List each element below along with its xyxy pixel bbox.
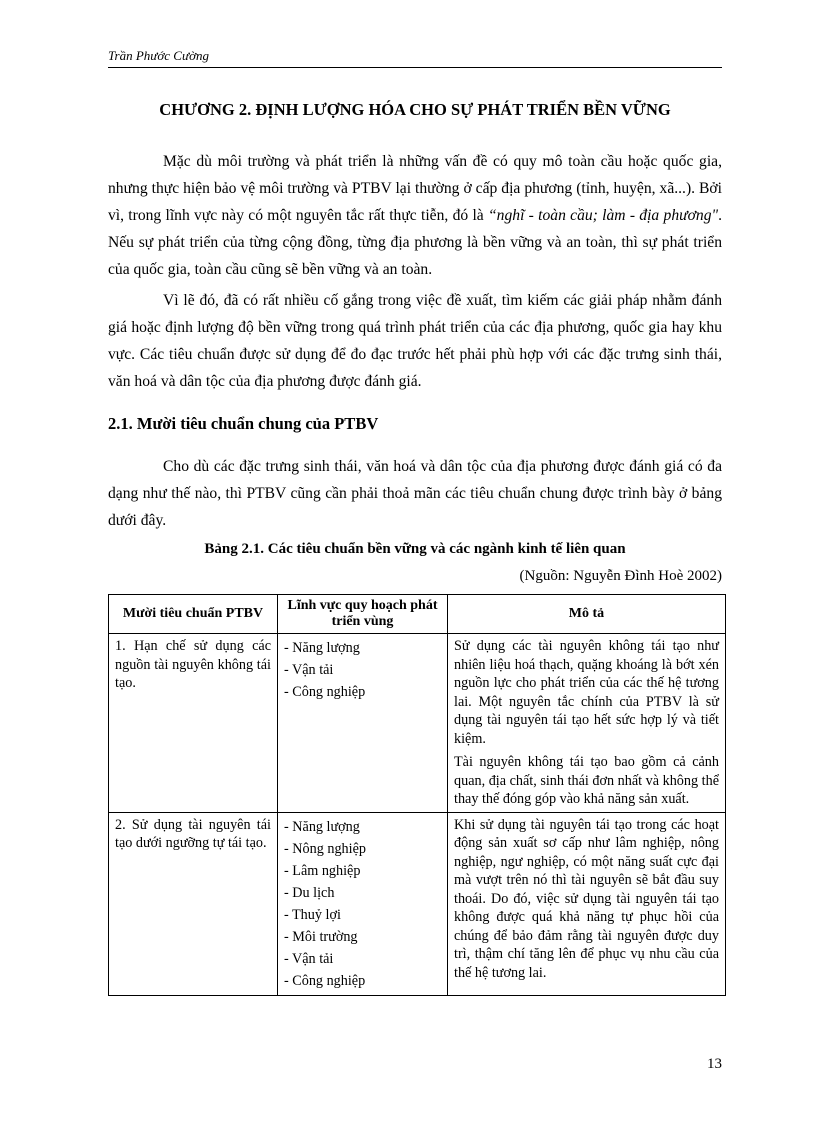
sector-item: - Nông nghiệp bbox=[284, 840, 366, 857]
description-cell bbox=[448, 812, 726, 995]
sector-item: - Vận tải bbox=[284, 950, 334, 967]
sector-item: - Vận tải bbox=[284, 662, 334, 678]
paragraph-criteria: Vì lẽ đó, đã có rất nhiều cố gắng trong việc đề xuất, tìm kiếm các giải pháp nhằm đánh giá hoặc định lượng độ bền vững trong quá trình phát triển của các địa phương, quốc gia hay khu vực. Các tiêu chuẩn được sử dụng để đo đạc trước hết phải phù hợp với các đặc trưng sinh thái, văn hoá và dân tộc của địa phương được đánh giá. bbox=[108, 292, 722, 390]
sector-item: - Lâm nghiệp bbox=[284, 862, 361, 879]
description-text: Sử dụng các tài nguyên không tái tạo như nhiên liệu hoá thạch, quặng khoáng là bớt xén nguồn lực cho phát triển của các thế hệ tương lai. Một nguyên tắc chính của PTBV là sử dụng tài nguyên tái tạo hết sức hợp lý và tiết kiệm. bbox=[454, 638, 719, 747]
sector-item: - Thuỷ lợi bbox=[284, 906, 341, 923]
page-number: 13 bbox=[707, 1056, 722, 1072]
section-heading: 2.1. Mười tiêu chuẩn chung của PTBV bbox=[108, 414, 379, 433]
sector-cell bbox=[278, 634, 448, 813]
criterion-cell bbox=[109, 812, 278, 995]
sector-item: - Du lịch bbox=[284, 884, 335, 901]
sector-item: - Công nghiệp bbox=[284, 972, 366, 989]
description-text: Tài nguyên không tái tạo bao gồm cả cảnh quan, địa chất, sinh thái đơn nhất và không thể thay thế đóng góp vào khả năng sản xuất. bbox=[454, 754, 719, 807]
criterion-text: 1. Hạn chế sử dụng các nguồn tài nguyên không tái tạo. bbox=[115, 638, 271, 691]
sector-item: - Năng lượng bbox=[284, 818, 360, 835]
description-cell bbox=[448, 634, 726, 813]
table-caption: Bảng 2.1. Các tiêu chuẩn bền vững và các ngành kinh tế liên quan bbox=[204, 541, 626, 557]
header-criterion: Mười tiêu chuẩn PTBV bbox=[109, 595, 278, 634]
criteria-table bbox=[108, 594, 726, 996]
header-description: Mô tả bbox=[448, 595, 726, 634]
table-row bbox=[109, 812, 726, 995]
running-header: Trần Phước Cường bbox=[108, 48, 722, 68]
paragraph-table-intro: Cho dù các đặc trưng sinh thái, văn hoá và dân tộc của địa phương được đánh giá có đa dạng như thế nào, thì PTBV cũng cần phải thoả mãn các tiêu chuẩn chung được trình bày ở bảng dưới đây. bbox=[108, 458, 722, 529]
chapter-title: CHƯƠNG 2. ĐỊNH LƯỢNG HÓA CHO SỰ PHÁT TRIỂN BỀN VỮNG bbox=[159, 100, 671, 119]
table-row bbox=[109, 634, 726, 813]
paragraph-intro-part2: . Nếu sự phát triển của từng cộng đồng, từng địa phương là bền vững và an toàn, thì sự phát triển của quốc gia, toàn cầu cũng sẽ bền vững và an toàn. bbox=[108, 207, 722, 278]
sector-item: - Công nghiệp bbox=[284, 684, 366, 700]
table-source: (Nguồn: Nguyễn Đình Hoè 2002) bbox=[519, 568, 722, 584]
description-text: Khi sử dụng tài nguyên tái tạo trong các hoạt động sản xuất sơ cấp như lâm nghiệp, nông nghiệp, ngư nghiệp, có một năng suất cực đại mà vượt trên nó thì tài nguyên sẽ bắt đầu suy thoái. Do đó, việc sử dụng tài nguyên tái tạo không được quá khả năng tự phục hồi của chúng để bảo đảm rằng tài nguyên được duy trì, thậm chí tăng lên để phục vụ nhu cầu của thế hệ tương lai. bbox=[454, 816, 719, 981]
paragraph-intro bbox=[108, 148, 722, 283]
sector-item: - Năng lượng bbox=[284, 640, 360, 656]
sector-cell bbox=[278, 812, 448, 995]
criterion-cell bbox=[109, 634, 278, 813]
paragraph-intro-part1: Mặc dù môi trường và phát triển là những vấn đề có quy mô toàn cầu hoặc quốc gia, nhưng thực hiện bảo vệ môi trường và PTBV lại thường ở cấp địa phương (tỉnh, huyện, xã...). Bởi vì, trong lĩnh vực này có một nguyên tắc rất thực tiễn, đó là bbox=[108, 153, 722, 224]
table-header-row bbox=[109, 595, 726, 634]
criterion-text: 2. Sử dụng tài nguyên tái tạo dưới ngưỡng tự tái tạo. bbox=[115, 816, 271, 851]
sector-item: - Môi trường bbox=[284, 928, 358, 945]
header-sector: Lĩnh vực quy hoạch phát triển vùng bbox=[278, 595, 448, 634]
paragraph-intro-quote: “nghĩ - toàn cầu; làm - địa phương" bbox=[488, 207, 719, 224]
